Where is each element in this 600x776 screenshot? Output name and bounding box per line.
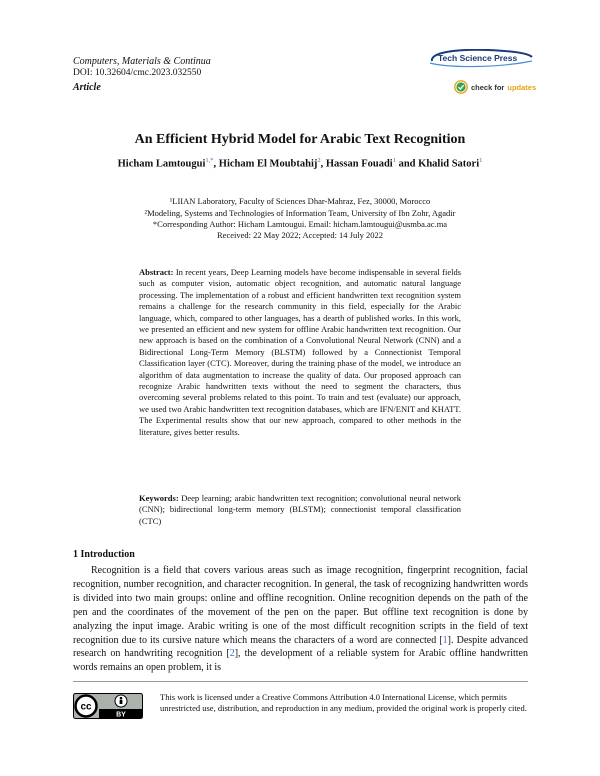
publisher-logo[interactable] — [428, 51, 534, 67]
doi-link[interactable]: DOI: 10.32604/cmc.2023.032550 — [73, 68, 202, 78]
check-for-updates-button[interactable] — [454, 79, 536, 95]
citation-link[interactable]: 1 — [442, 634, 448, 646]
keywords-label: Keywords: — [139, 493, 179, 503]
keywords-text: Deep learning; arabic handwritten text recognition; convolutional neural network (CNN); bidirectional long-term memory (BLSTM); connectionist temporal classification (CTC) — [139, 493, 462, 526]
author-affiliation-marker[interactable]: 2 — [317, 157, 321, 164]
corresponding-author[interactable]: *Corresponding Author: Hicham Lamtougui. Email: hicham.lamtougui@usmba.ac.ma — [152, 219, 448, 229]
check-updates-icon — [454, 80, 468, 94]
journal-name: Computers, Materials & Continua — [73, 56, 211, 67]
author-name: Khalid Satori — [418, 158, 480, 170]
author-affiliation-marker[interactable]: 1 — [479, 157, 483, 164]
check-updates-label-highlight: updates — [507, 82, 537, 92]
author-affiliation-marker[interactable]: 1,* — [205, 157, 214, 164]
article-type: Article — [73, 82, 101, 93]
author-name: Hicham Lamtougui — [117, 158, 206, 170]
intro-text: Recognition is a field that covers various areas such as image recognition, fingerprint recognition, facial recognition, number recognition, and character recognition. In general, the task of recognizing handwritten words is divided into two main groups: online and offline recognition. Online recognition depends on the path of the pen and the coordinates of the movement of the pen on the paper. But offline text recognition is done by analyzing the input image. Arabic writing is one of the most difficult recognition scripts in the field of text recognition due to its cursive nature which means the characters of a word are connected [ — [73, 565, 528, 646]
author-affiliation-marker[interactable]: 1 — [392, 157, 396, 164]
by-text: BY — [116, 711, 126, 719]
abstract-block — [139, 267, 461, 438]
license-statement: This work is licensed under a Creative Commons Attribution 4.0 International License, which permits unrestricted use, distribution, and reproduction in any medium, provided the original work is properly cited. — [160, 692, 527, 714]
cc-by-license-icon[interactable] — [73, 693, 143, 719]
cc-text: cc — [80, 701, 92, 713]
intro-text: ], the development of a reliable system for Arabic offline handwritten words remains an open problem, it is — [73, 648, 528, 674]
author-list: Hicham Lamtougui$^{1,*}$, Hicham El Moubtahij$^2$, Hassan Fouadi$^1$ and Khalid Satori$^1$ — [117, 157, 483, 170]
abstract-label: Abstract: — [139, 267, 174, 277]
author-name: Hassan Fouadi — [325, 158, 393, 170]
publisher-name: Tech Science Press — [438, 53, 518, 63]
author-name: Hicham El Moubtahij — [218, 158, 318, 170]
paper-title: An Efficient Hybrid Model for Arabic Text Recognition — [134, 132, 466, 147]
affiliation-1: ¹LIIAN Laboratory, Faculty of Sciences Dhar-Mahraz, Fez, 30000, Morocco — [169, 196, 431, 206]
introduction-paragraph — [73, 564, 528, 675]
check-updates-label: check for — [471, 82, 505, 92]
citation-link[interactable]: 2 — [229, 648, 235, 660]
footer-divider — [73, 681, 528, 682]
section-heading: 1 Introduction — [73, 549, 135, 560]
abstract-text: In recent years, Deep Learning models have become indispensable in several fields such as computer vision, automatic object recognition, and automatic natural language processing. The implementation of a robust and efficient handwritten text recognition system remains a challenge for the research community in this field, especially for the Arabic language, which, compared to other languages, has a dearth of published works. In this work, we presented an efficient and new system for offline Arabic handwritten text recognition. Our new approach is based on the combination of a Convolutional Neural Network (CNN) and a Bidirectional Long-Term Memory (BLSTM) followed by a Connectionist Temporal Classification layer (CTC). Moreover, during the training phase of the model, we introduce an algorithm of data augmentation to increase the quality of data. Our proposed approach can recognize Arabic handwritten texts without the need to segment the characters, thus overcoming several problems related to this point. To train and test (evaluate) our approach, we used two Arabic handwritten text recognition databases, which are IFN/ENIT and KHATT. The Experimental results show that our new approach, compared to other methods in the literature, gives better results. — [139, 267, 462, 437]
keywords-block — [139, 493, 461, 527]
received-dates: Received: 22 May 2022; Accepted: 14 July 2022 — [217, 230, 383, 240]
affiliation-2: ²Modeling, Systems and Technologies of Information Team, University of Ibn Zohr, Agadir — [144, 208, 456, 218]
intro-text: ]. Despite advanced research on handwriting recognition [ — [73, 634, 528, 660]
